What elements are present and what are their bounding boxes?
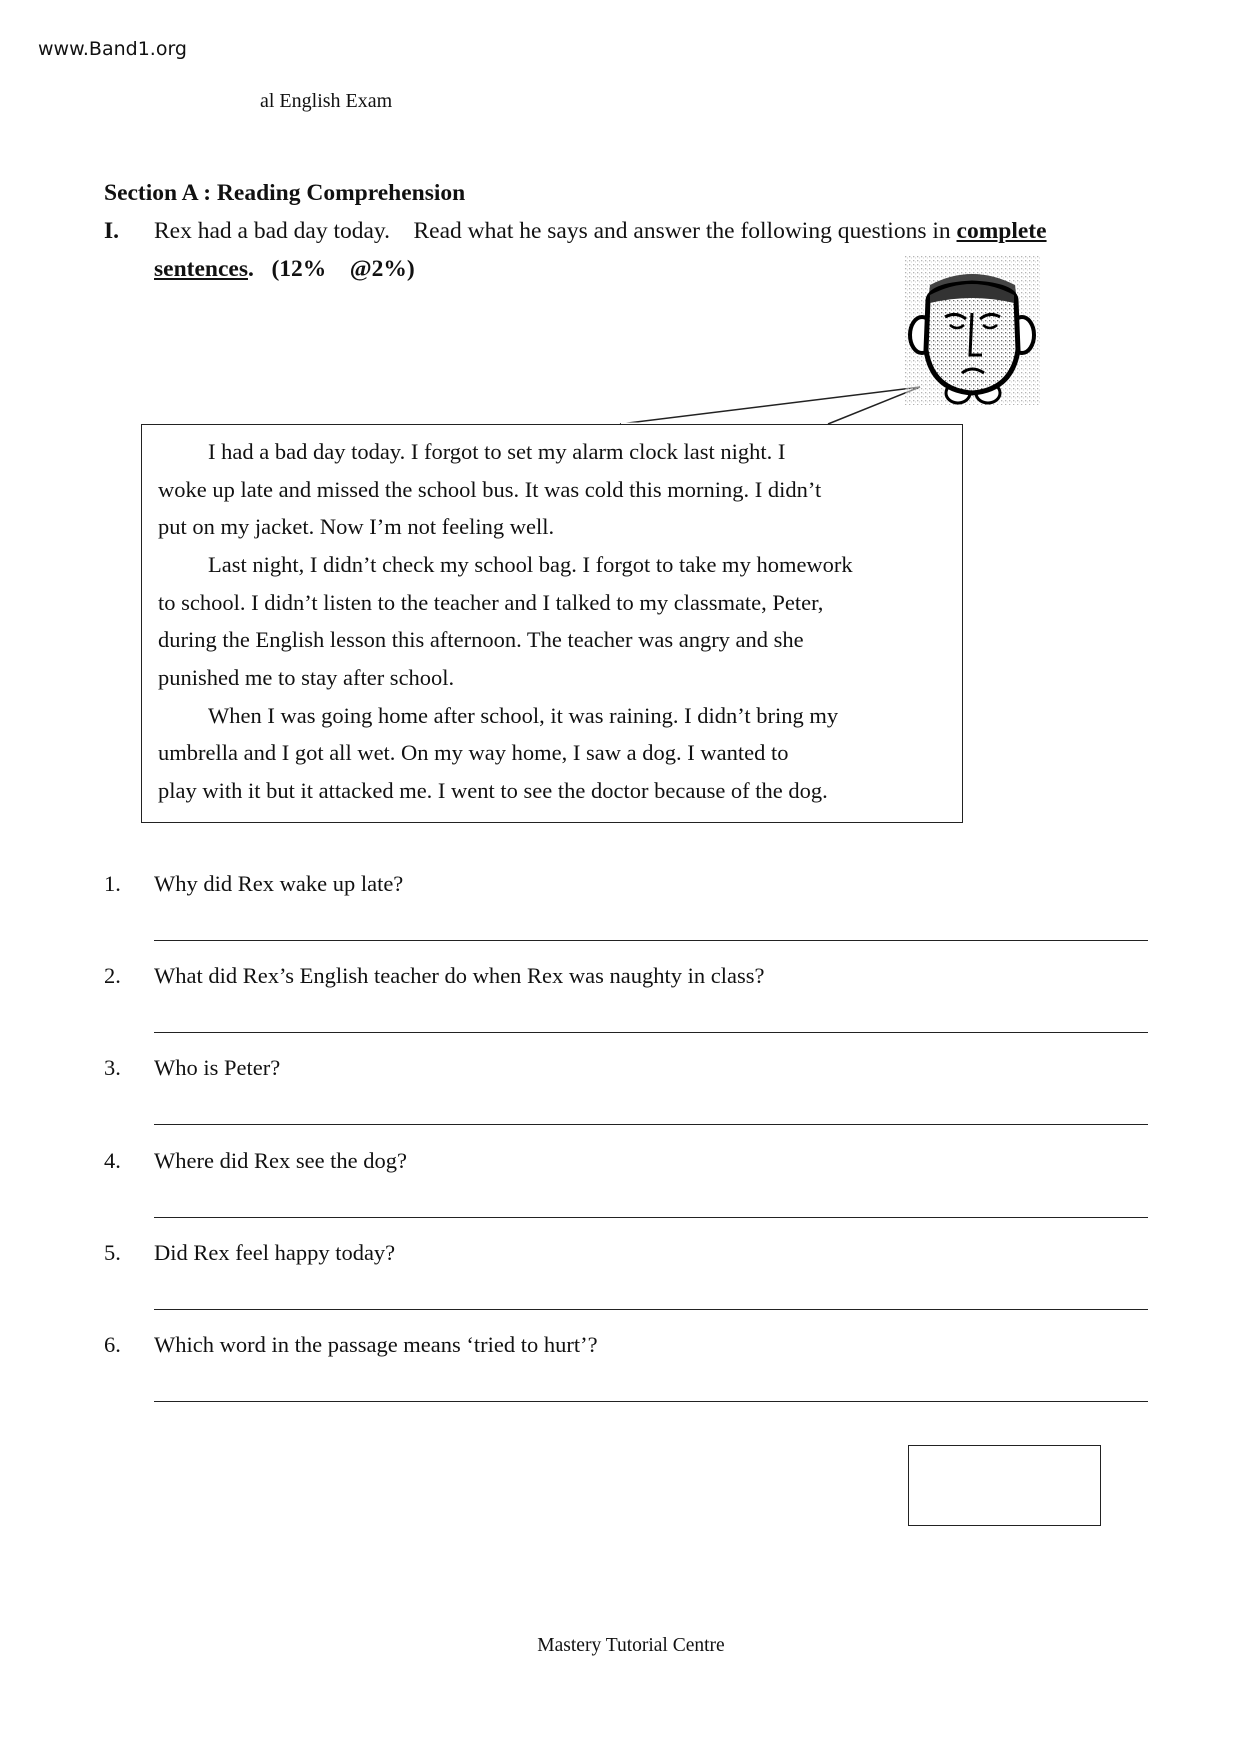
passage-line: to school. I didn’t listen to the teacher and I talked to my classmate, Peter, xyxy=(158,590,824,615)
passage-line: put on my jacket. Now I’m not feeling well. xyxy=(158,514,555,539)
answer-line-2[interactable] xyxy=(154,1032,1148,1033)
question-text: Where did Rex see the dog? xyxy=(154,1148,408,1173)
question-text: Did Rex feel happy today? xyxy=(154,1240,396,1265)
question-number: 4. xyxy=(104,1148,121,1173)
section-title: Section A : Reading Comprehension xyxy=(104,180,466,206)
instruction-number: I. xyxy=(104,218,120,244)
instruction-emphasis: complete xyxy=(956,218,1047,244)
score-box[interactable] xyxy=(908,1445,1101,1526)
question-number: 1. xyxy=(104,871,121,896)
answer-line-3[interactable] xyxy=(154,1124,1148,1125)
instruction-body: Rex had a bad day today. Read what he says and answer the following questions in xyxy=(154,218,957,244)
passage-line: umbrella and I got all wet. On my way home, I saw a dog. I wanted to xyxy=(158,740,789,765)
answer-line-6[interactable] xyxy=(154,1401,1148,1402)
question-number: 3. xyxy=(104,1055,121,1080)
passage-line: woke up late and missed the school bus. It was cold this morning. I didn’t xyxy=(158,477,822,502)
passage-line: play with it but it attacked me. I went to see the doctor because of the dog. xyxy=(158,778,828,803)
question-text: Who is Peter? xyxy=(154,1055,281,1080)
sad-boy-face-illustration xyxy=(900,255,1045,410)
instruction-marks: . (12% @2%) xyxy=(247,256,415,282)
speech-bubble-passage xyxy=(141,424,963,823)
passage-line: during the English lesson this afternoon. The teacher was angry and she xyxy=(158,627,804,652)
watermark-url[interactable]: www.Band1.org xyxy=(38,38,187,60)
question-text: What did Rex’s English teacher do when Rex was naughty in class? xyxy=(154,963,765,988)
passage-line: When I was going home after school, it was raining. I didn’t bring my xyxy=(208,703,839,728)
question-number: 2. xyxy=(104,963,121,988)
exam-header: al English Exam xyxy=(260,90,393,112)
answer-line-5[interactable] xyxy=(154,1309,1148,1310)
answer-line-4[interactable] xyxy=(154,1217,1148,1218)
answer-line-1[interactable] xyxy=(154,940,1148,941)
footer: Mastery Tutorial Centre xyxy=(537,1635,725,1656)
instruction-emphasis-2: sentences xyxy=(154,256,248,282)
passage-line: I had a bad day today. I forgot to set my alarm clock last night. I xyxy=(208,439,786,464)
question-text: Which word in the passage means ‘tried to hurt’? xyxy=(154,1332,598,1357)
question-number: 5. xyxy=(104,1240,121,1265)
question-text: Why did Rex wake up late? xyxy=(154,871,404,896)
passage-line: Last night, I didn’t check my school bag. I forgot to take my homework xyxy=(208,552,853,577)
question-number: 6. xyxy=(104,1332,121,1357)
passage-line: punished me to stay after school. xyxy=(158,665,455,690)
